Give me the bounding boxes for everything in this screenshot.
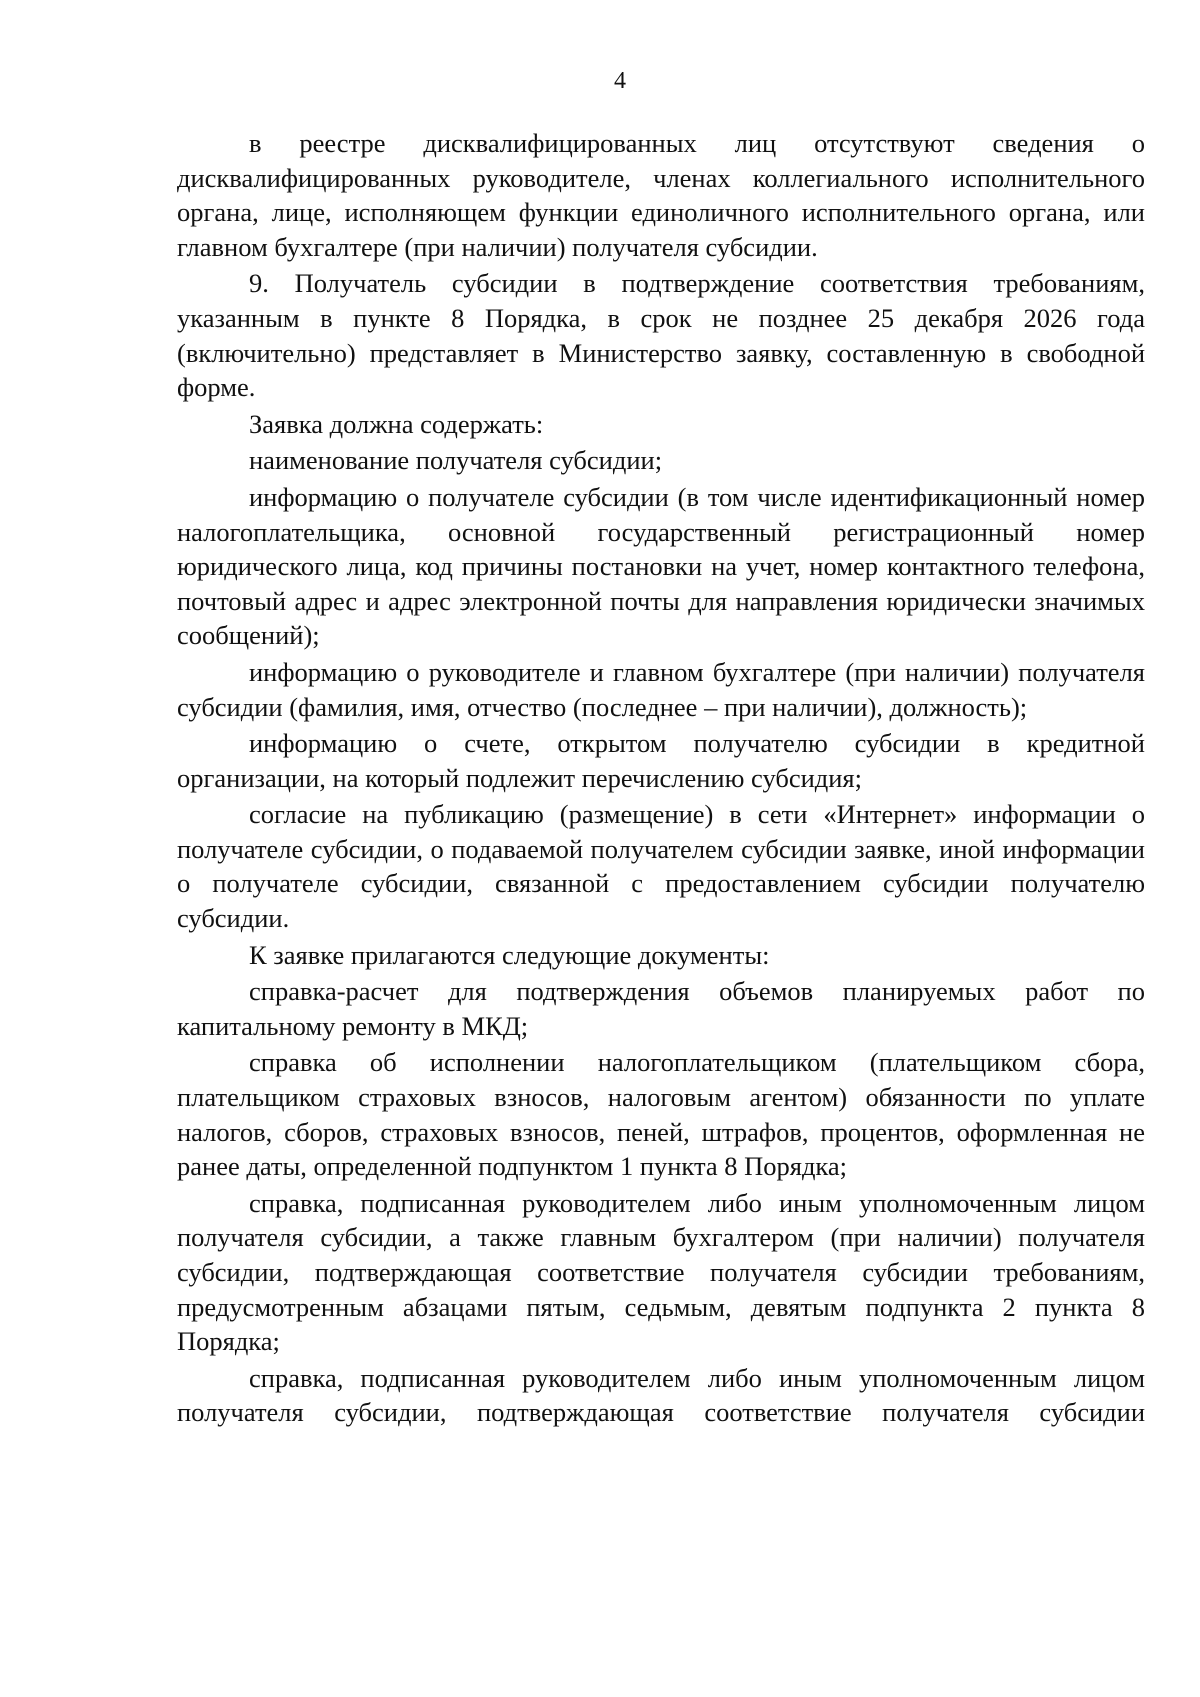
paragraph-publication-consent: согласие на публикацию (размещение) в сети «Интернет» информации о получателе субсидии, о подаваемой получателем субсидии заявке, иной информации о получателе субсидии, связанной с предоставлением субсидии получателю субсидии. [177,799,1145,934]
paragraph-recipient-info: информацию о получателе субсидии (в том числе идентификационный номер налогоплательщика, основной государственный регистрационный номер юридического лица, код причины постановки на учет, номер контактного телефона, почтовый адрес и адрес электронной почты для направления юридически значимых сообщений); [177,481,1145,651]
paragraph-calculation-certificate: справка-расчет для подтверждения объемов планируемых работ по капитальному ремонту в МКД; [177,976,1145,1041]
paragraph-compliance-certificate: справка, подписанная руководителем либо иным уполномоченным лицом получателя субсидии, а также главным бухгалтером (при наличии) получателя субсидии, подтверждающая соответствие получателя субсидии требованиям, предусмотренным абзацами пятым, седьмым, девятым подпункта 2 пункта 8 Порядка; [177,1187,1145,1357]
paragraph-compliance-certificate-continued: справка, подписанная руководителем либо иным уполномоченным лицом получателя субсидии, подтверждающая соответствие получателя субсидии [177,1362,1145,1428]
paragraph-account-info: информацию о счете, открытом получателю субсидии в кредитной организации, на который подлежит перечислению субсидия; [177,728,1145,793]
paragraph-attached-documents-heading: К заявке прилагаются следующие документы: [249,939,770,970]
document-body [177,126,1145,1432]
paragraph-head-accountant-info: информацию о руководителе и главном бухгалтере (при наличии) получателя субсидии (фамилия, имя, отчество (последнее – при наличии), должность); [177,656,1145,722]
paragraph-item-9: 9. Получатель субсидии в подтверждение соответствия требованиям, указанным в пункте 8 Порядка, в срок не позднее 25 декабря 2026 года (включительно) представляет в Министерство заявку, составленную в свободной форме. [177,268,1145,403]
page-number: 4 [614,68,626,94]
paragraph-tax-certificate: справка об исполнении налогоплательщиком (плательщиком сбора, плательщиком страховых взносов, налоговым агентом) обязанности по уплате налогов, сборов, страховых взносов, пеней, штрафов, процентов, оформленная не ранее даты, определенной подпунктом 1 пункта 8 Порядка; [177,1047,1145,1182]
paragraph-recipient-name: наименование получателя субсидии; [249,445,663,476]
paragraph-disqualified-registry: в реестре дисквалифицированных лиц отсутствуют сведения о дисквалифицированных руководителе, членах коллегиального исполнительного органа, лице, исполняющем функции единоличного исполнительного органа, или главном бухгалтере (при наличии) получателя субсидии. [177,128,1145,262]
paragraph-application-contents-heading: Заявка должна содержать: [249,408,544,439]
